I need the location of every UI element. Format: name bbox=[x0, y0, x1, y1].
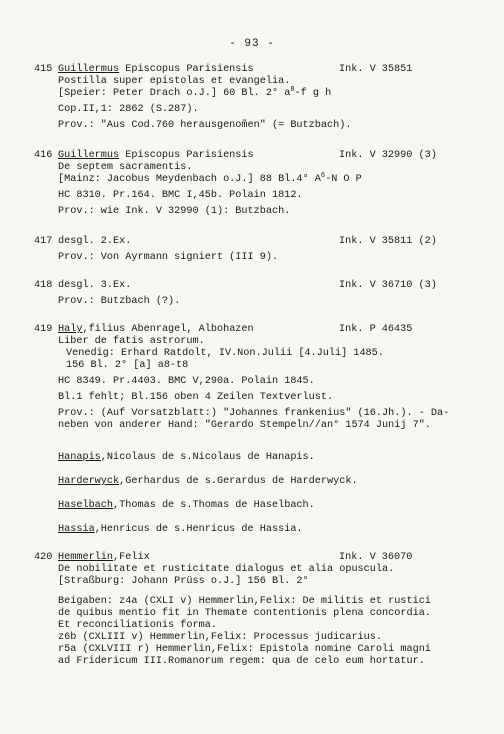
cross-ref-head: Harderwyck bbox=[58, 476, 120, 487]
bibliographic-refs: HC 8310. Pr.164. BMC I,45b. Polain 1812. bbox=[58, 190, 303, 201]
provenance-cont: neben von anderer Hand: "Gerardo Stempeln//an° 1574 Junij 7". bbox=[58, 420, 431, 431]
imprint-collation: 156 Bl. 2° [a] a8-t8 bbox=[66, 360, 189, 371]
ink-shelfmark: Ink. V 36710 (3) bbox=[339, 280, 437, 291]
supplement-line: r5a (CXLVIII r) Hemmerlin,Felix: Epistola nomine Caroli magni bbox=[58, 644, 431, 655]
provenance: Prov.: "Aus Cod.760 herausgenom̃en" (= Butzbach). bbox=[58, 120, 352, 131]
ink-shelfmark: Ink. P 46435 bbox=[339, 324, 413, 335]
entry-heading bbox=[58, 552, 150, 564]
supplement-line: ad Fridericum III.Romanorum regem: qua de celo eum hortatur. bbox=[58, 656, 425, 667]
author-title: Episcopus Parisiensis bbox=[119, 150, 254, 161]
entry-heading bbox=[58, 150, 254, 162]
entry-heading: desgl. 3.Ex. bbox=[58, 280, 132, 291]
cross-ref-head: Haselbach bbox=[58, 500, 114, 511]
cross-ref-target: ,Henricus de s.Henricus de Hassia. bbox=[94, 524, 303, 535]
entry-number: 420 bbox=[34, 552, 53, 563]
work-title: Postilla super epistolas et evangelia. bbox=[58, 76, 291, 87]
author-name: Guillermus bbox=[58, 150, 120, 161]
ink-shelfmark: Ink. V 35851 bbox=[339, 64, 413, 75]
imprint-collation: -N O P bbox=[325, 174, 362, 185]
supplement-line: de quibus mentio fit in Themate contentionis plena concordia. bbox=[58, 608, 431, 619]
entry-heading: desgl. 2.Ex. bbox=[58, 236, 132, 247]
supplement-line: Beigaben: z4a (CXLI v) Hemmerlin,Felix: De militis et rustici bbox=[58, 596, 431, 607]
cross-ref bbox=[58, 452, 315, 464]
supplement-line: z6b (CXLIII v) Hemmerlin,Felix: Processus judicarius. bbox=[58, 632, 383, 643]
entry-number: 417 bbox=[34, 236, 53, 247]
copy-note: Bl.1 fehlt; Bl.156 oben 4 Zeilen Textverlust. bbox=[58, 392, 334, 403]
ink-shelfmark: Ink. V 32990 (3) bbox=[339, 150, 437, 161]
provenance: Prov.: (Auf Vorsatzblatt:) "Johannes frankenius" (16.Jh.). - Da- bbox=[58, 408, 450, 419]
bibliographic-refs: HC 8349. Pr.4403. BMC V,290a. Polain 1845. bbox=[58, 376, 315, 387]
cross-ref bbox=[58, 500, 315, 512]
author-title: Episcopus Parisiensis bbox=[119, 64, 254, 75]
entry-heading bbox=[58, 324, 254, 336]
author-title: ,filius Abenragel, Albohazen bbox=[82, 324, 254, 335]
provenance: Prov.: Von Ayrmann signiert (III 9). bbox=[58, 252, 279, 263]
cross-ref-head: Hassia bbox=[58, 524, 95, 535]
imprint: [Straßburg: Johann Prüss o.J.] 156 Bl. 2° bbox=[58, 576, 309, 587]
cross-ref-head: Hanapis bbox=[58, 452, 101, 463]
imprint: [Mainz: Jacobus Meydenbach o.J.] 88 Bl.4° $A^6-N$ O P bbox=[58, 172, 362, 185]
author-name: Guillermus bbox=[58, 64, 120, 75]
work-title: De septem sacramentis. bbox=[58, 162, 193, 173]
entry-number: 415 bbox=[34, 64, 53, 75]
imprint: [Speier: Peter Drach o.J.] 60 Bl. 2° $a^8-f$ g h bbox=[58, 86, 332, 99]
cross-ref bbox=[58, 476, 358, 488]
copinger-ref: Cop.II,1: 2862 (S.287). bbox=[58, 104, 199, 115]
work-title: Liber de fatis astrorum. bbox=[58, 336, 205, 347]
entry-number: 416 bbox=[34, 150, 53, 161]
author-name: Hemmerlin bbox=[58, 552, 114, 563]
imprint-text: [Speier: Peter Drach o.J.] 60 Bl. 2° a bbox=[58, 88, 291, 99]
page-number: - 93 - bbox=[229, 38, 275, 50]
entry-number: 419 bbox=[34, 324, 53, 335]
entry-number: 418 bbox=[34, 280, 53, 291]
cross-ref-target: ,Nicolaus de s.Nicolaus de Hanapis. bbox=[100, 452, 315, 463]
cross-ref-target: ,Gerhardus de s.Gerardus de Harderwyck. bbox=[119, 476, 358, 487]
cross-ref bbox=[58, 524, 303, 536]
imprint: Venedig: Erhard Ratdolt, IV.Non.Julii [4.Juli] 1485. bbox=[66, 348, 384, 359]
ink-shelfmark: Ink. V 36070 bbox=[339, 552, 413, 563]
imprint-collation: -f g h bbox=[294, 88, 332, 99]
author-title: ,Felix bbox=[113, 552, 150, 563]
provenance: Prov.: Butzbach (?). bbox=[58, 296, 181, 307]
imprint-text: [Mainz: Jacobus Meydenbach o.J.] 88 Bl.4° A bbox=[58, 174, 321, 185]
entry-heading bbox=[58, 64, 254, 76]
cross-ref-target: ,Thomas de s.Thomas de Haselbach. bbox=[113, 500, 315, 511]
supplement-line: Et reconciliationis forma. bbox=[58, 620, 217, 631]
work-title: De nobilitate et rusticitate dialogus et alia opuscula. bbox=[58, 564, 395, 575]
provenance: Prov.: wie Ink. V 32990 (1): Butzbach. bbox=[58, 206, 291, 217]
ink-shelfmark: Ink. V 35811 (2) bbox=[339, 236, 437, 247]
author-name: Haly bbox=[58, 324, 83, 335]
